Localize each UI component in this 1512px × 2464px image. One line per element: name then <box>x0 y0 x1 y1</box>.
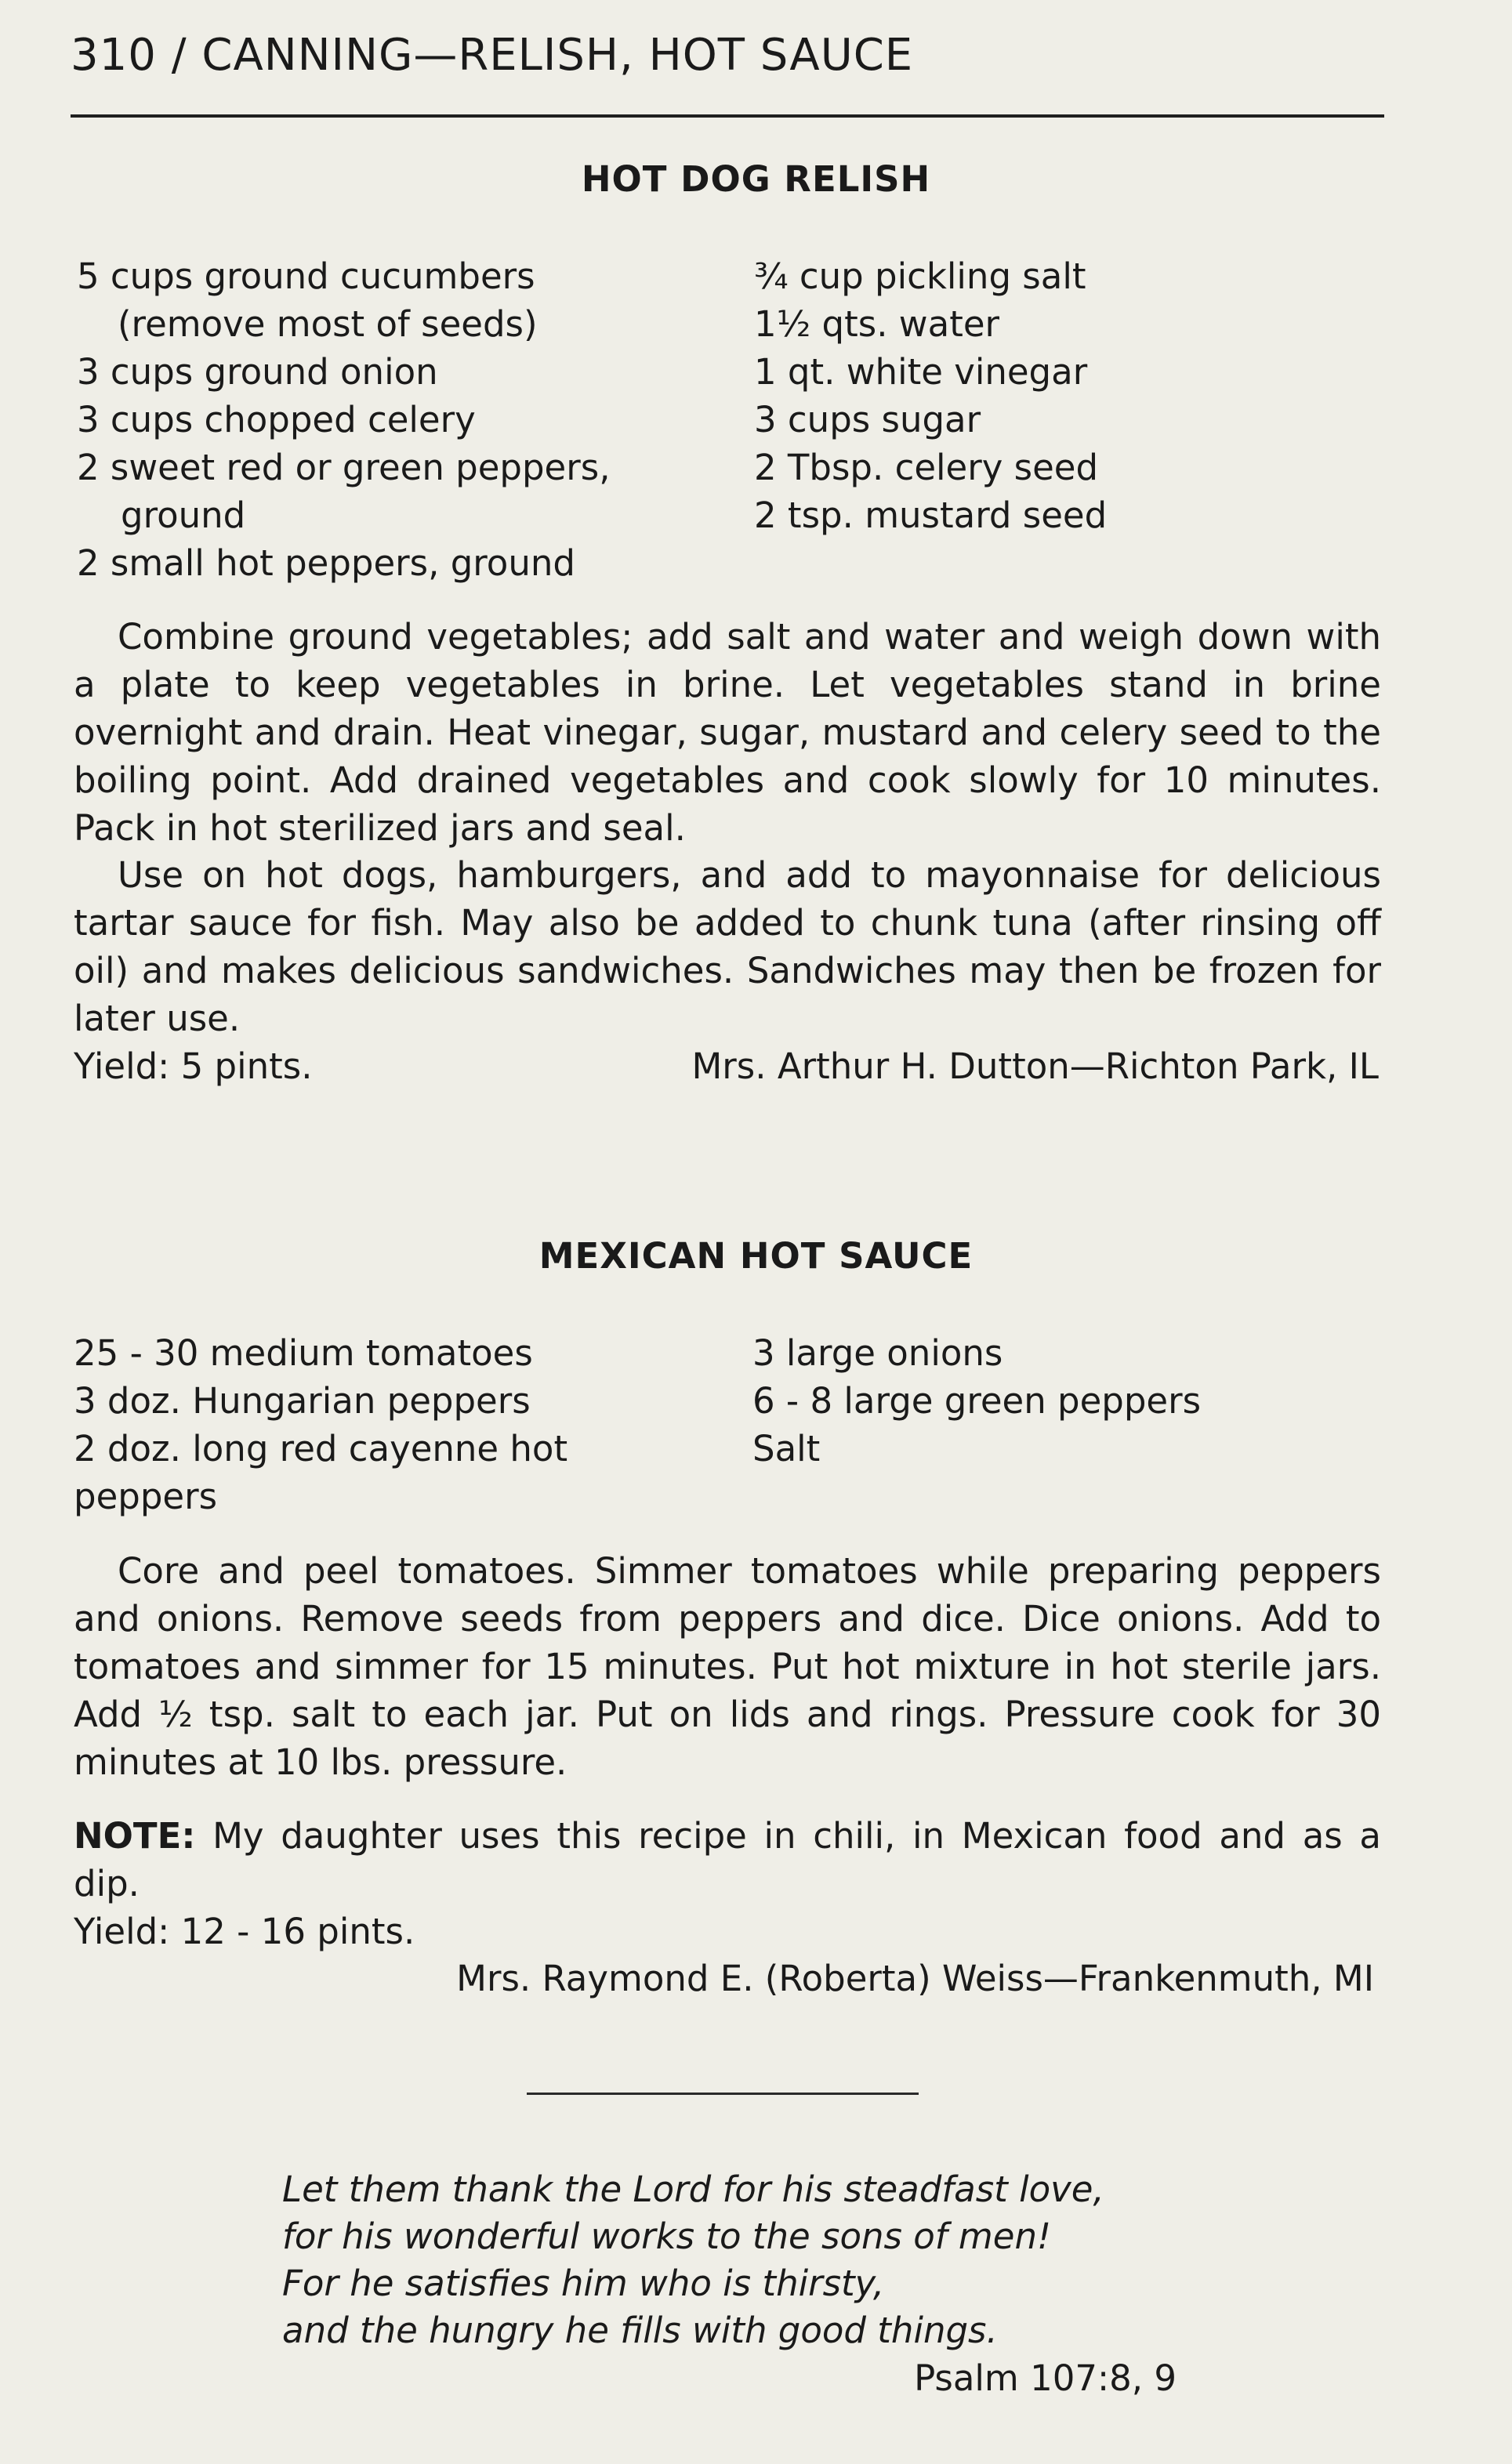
recipe2-ingredients-right <box>752 1329 1201 1473</box>
ingredient: 3 cups chopped celery <box>77 399 476 440</box>
recipe2-instructions <box>74 1547 1381 1786</box>
recipe2-yield: Yield: 12 - 16 pints. <box>74 1911 415 1952</box>
ingredient: 2 tsp. mustard seed <box>754 495 1108 536</box>
recipe2-credit: Mrs. Raymond E. (Roberta) Weiss—Frankenmuth, MI <box>456 1958 1374 1999</box>
recipe1-yield: Yield: 5 pints. <box>74 1045 313 1087</box>
ingredient: 3 large onions <box>752 1332 1003 1374</box>
ingredient: Salt <box>752 1428 821 1469</box>
section-divider <box>527 2093 919 2095</box>
recipe1-credit: Mrs. Arthur H. Dutton—Richton Park, IL <box>691 1045 1379 1087</box>
verse-line: and the hungry he fills with good things. <box>282 2310 998 2351</box>
instruction-paragraph: Combine ground vegetables; add salt and water and weigh down with a plate to keep vegetables in brine. Let vegetables stand in brine overnight and drain. Heat vinegar, sugar, mustard and celery seed to the boiling point. Add drained vegetables and cook slowly for 10 minutes. Pack in hot sterilized jars and seal. <box>74 616 1381 849</box>
ingredient: 1 qt. white vinegar <box>754 351 1088 393</box>
page-header: 310 / CANNING—RELISH, HOT SAUCE <box>71 30 914 81</box>
note-label: NOTE: <box>74 1815 196 1857</box>
header-rule <box>71 114 1384 118</box>
scripture-verse <box>282 2166 1104 2354</box>
ingredient: 1½ qts. water <box>754 303 1000 345</box>
verse-line: For he satisfies him who is thirsty, <box>282 2263 885 2304</box>
ingredient: 3 cups sugar <box>754 399 981 440</box>
verse-line: Let them thank the Lord for his steadfast love, <box>282 2169 1104 2210</box>
ingredient: peppers <box>74 1476 218 1517</box>
ingredient: 3 doz. Hungarian peppers <box>74 1380 531 1422</box>
recipe1-ingredients-left <box>77 252 611 587</box>
ingredient: ¾ cup pickling salt <box>754 255 1086 297</box>
ingredient: 25 - 30 medium tomatoes <box>74 1332 533 1374</box>
usage-paragraph: Use on hot dogs, hamburgers, and add to mayonnaise for delicious tartar sauce for fish. May also be added to chunk tuna (after rinsing off oil) and makes delicious sandwiches. Sandwiches may then be frozen for later use. <box>74 854 1381 1039</box>
recipe2-ingredients-left <box>74 1329 567 1520</box>
ingredient: 2 sweet red or green peppers, <box>77 447 611 488</box>
ingredient: 2 doz. long red cayenne hot <box>74 1428 568 1469</box>
recipe-title-mexican-hot-sauce: MEXICAN HOT SAUCE <box>538 1235 974 1277</box>
verse-citation: Psalm 107:8, 9 <box>914 2357 1177 2399</box>
recipe1-ingredients-right <box>754 252 1107 539</box>
ingredient: 2 small hot peppers, ground <box>77 542 575 584</box>
ingredient: 5 cups ground cucumbers <box>77 255 535 297</box>
ingredient: 3 cups ground onion <box>77 351 438 393</box>
recipe2-note <box>74 1812 1381 1908</box>
ingredient: 6 - 8 large green peppers <box>752 1380 1202 1422</box>
instruction-paragraph: Core and peel tomatoes. Simmer tomatoes while preparing peppers and onions. Remove seeds from peppers and dice. Dice onions. Add to tomatoes and simmer for 15 minutes. Put hot mixture in hot sterile jars. Add ½ tsp. salt to each jar. Put on lids and rings. Pressure cook for 30 minutes at 10 lbs. pressure. <box>74 1550 1381 1783</box>
verse-line: for his wonderful works to the sons of men! <box>282 2216 1052 2257</box>
ingredient: 2 Tbsp. celery seed <box>754 447 1099 488</box>
note-text: My daughter uses this recipe in chili, in Mexican food and as a dip. <box>74 1815 1382 1904</box>
ingredient: (remove most of seeds) <box>118 303 538 345</box>
recipe1-instructions <box>74 613 1381 852</box>
ingredient: ground <box>121 495 246 536</box>
recipe-title-hot-dog-relish: HOT DOG RELISH <box>581 158 931 200</box>
recipe1-usage <box>74 851 1381 1042</box>
